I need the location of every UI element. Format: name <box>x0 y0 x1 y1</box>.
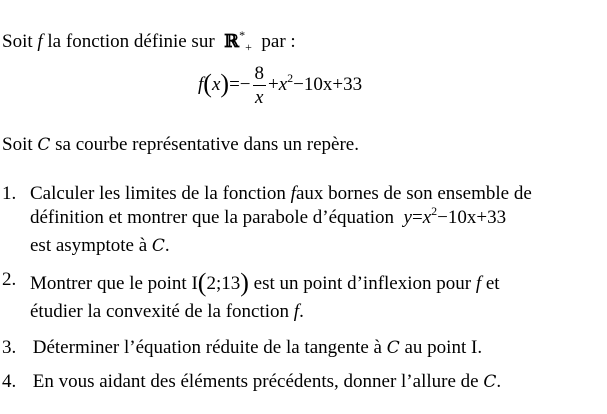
intro-text-par: par : <box>261 31 296 52</box>
question-number: 1. <box>2 183 17 204</box>
function-formula: f(x)=− $\frac{8}{x}$ $+x^2-10x+33$ <box>198 63 363 108</box>
intro-text-soit: Soit <box>2 31 33 52</box>
fraction: $\frac{8}{x}$ <box>254 63 264 108</box>
question-number: 2. <box>2 269 17 290</box>
intro-text-definition: la fonction définie sur <box>47 31 215 52</box>
question-number: 4. <box>2 371 17 392</box>
question-number: 3. <box>2 337 17 358</box>
curve-line: Soit C sa courbe représentative dans un repère. <box>2 134 359 155</box>
question-4: 4. En vous aidant des éléments précédents, donner l’allure de C. <box>2 371 502 392</box>
function-symbol: f <box>37 31 43 52</box>
intro-line <box>2 28 296 54</box>
inflection-point: I(2;13) <box>191 268 249 297</box>
question-3: 3. Déterminer l’équation réduite de la tangente à C au point I. <box>2 337 483 358</box>
domain-symbol: ℝ*$_+$ <box>224 28 252 54</box>
question-2: 2. Montrer que le point I(2;13) est un point d’inflexion pour f et étudier la convexité de la fonction f. <box>2 268 500 322</box>
question-1: 1. Calculer les limites de la fonction faux bornes de son ensemble de définition et montrer que la parabole d’équation $y=x^2-10x+33$ est asymptote à C. <box>2 183 532 256</box>
curve-symbol: C <box>37 135 51 155</box>
